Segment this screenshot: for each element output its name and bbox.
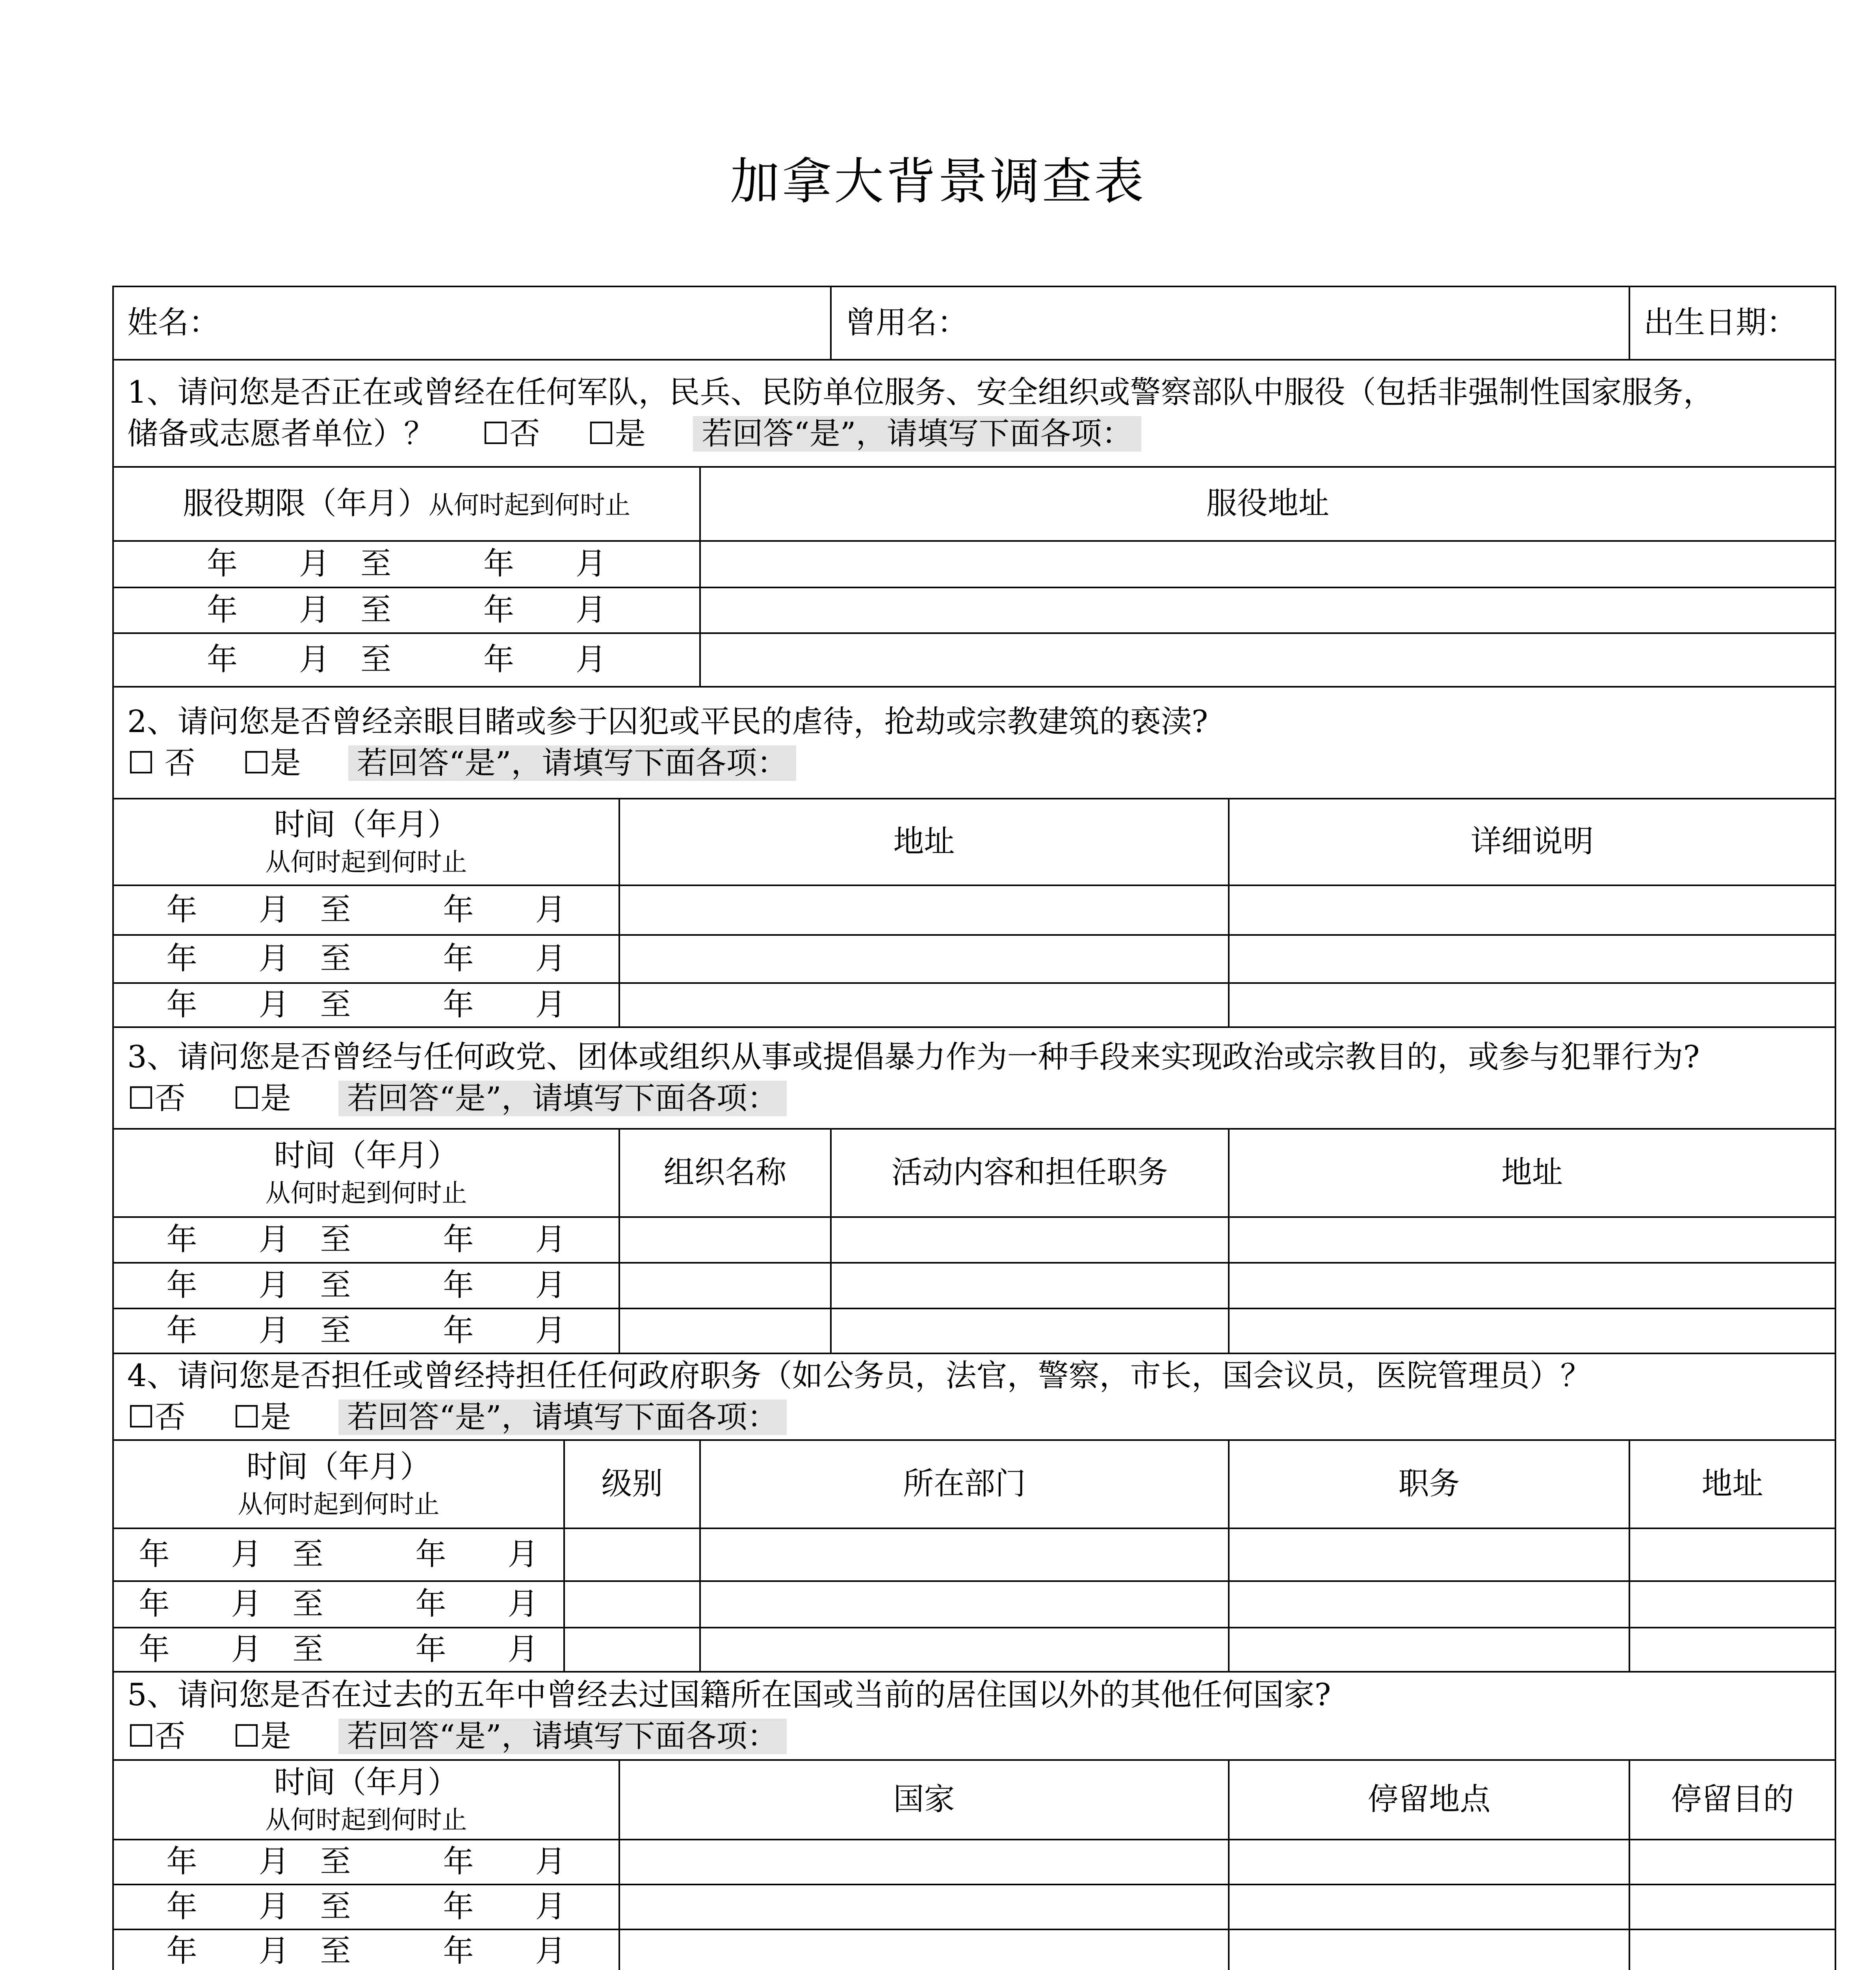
q4-address-cell[interactable]	[1629, 1628, 1835, 1672]
q2-detail-header: 详细说明	[1229, 799, 1835, 885]
q3-address-cell[interactable]	[1229, 1263, 1835, 1308]
q3-activity-cell[interactable]	[831, 1217, 1229, 1263]
q5-yes-checkbox[interactable]: ☐是	[232, 1719, 291, 1754]
q4-level-cell[interactable]	[564, 1528, 700, 1581]
q4-date-range[interactable]: 年 月 至 年 月	[113, 1581, 564, 1628]
q4-level-header: 级别	[564, 1440, 700, 1528]
q3-org-header: 组织名称	[619, 1129, 831, 1217]
q5-place-cell[interactable]	[1229, 1929, 1629, 1970]
q3-time-header: 时间（年月） 从何时起到何时止	[113, 1129, 619, 1217]
q5-country-header: 国家	[619, 1760, 1229, 1840]
q4-address-cell[interactable]	[1629, 1581, 1835, 1628]
q3-address-header: 地址	[1229, 1129, 1835, 1217]
q3-org-cell[interactable]	[619, 1263, 831, 1308]
q1-date-range[interactable]: 年 月 至 年 月	[113, 587, 700, 633]
q5-purpose-header: 停留目的	[1629, 1760, 1835, 1840]
name-field[interactable]: 姓名：	[113, 286, 831, 360]
q5-purpose-cell[interactable]	[1629, 1840, 1835, 1885]
q2-detail-cell[interactable]	[1229, 983, 1835, 1027]
q3-org-cell[interactable]	[619, 1308, 831, 1353]
q3-date-range[interactable]: 年 月 至 年 月	[113, 1217, 619, 1263]
q3-no-checkbox[interactable]: ☐否	[127, 1081, 186, 1116]
q2-detail-cell[interactable]	[1229, 935, 1835, 983]
q3-date-range[interactable]: 年 月 至 年 月	[113, 1263, 619, 1308]
q5-country-cell[interactable]	[619, 1929, 1229, 1970]
q4-level-cell[interactable]	[564, 1628, 700, 1672]
q5-place-cell[interactable]	[1229, 1885, 1629, 1929]
q4-level-cell[interactable]	[564, 1581, 700, 1628]
q5-date-range[interactable]: 年 月 至 年 月	[113, 1929, 619, 1970]
q2-no-checkbox[interactable]: ☐ 否	[127, 745, 195, 781]
q1-instruction: 若回答“是”，请填写下面各项：	[693, 416, 1141, 452]
q1-address-header: 服役地址	[700, 467, 1835, 541]
former-name-field[interactable]: 曾用名：	[831, 286, 1629, 360]
q2-time-header: 时间（年月） 从何时起到何时止	[113, 799, 619, 885]
form-title: 加拿大背景调查表	[730, 152, 1146, 210]
q1-address-cell[interactable]	[700, 587, 1835, 633]
question-4: 4、请问您是否担任或曾经持担任任何政府职务（如公务员，法官，警察，市长，国会议员，医院管理员）？ ☐否 ☐是 若回答“是”，请填写下面各项：	[113, 1353, 1835, 1440]
q2-instruction: 若回答“是”，请填写下面各项：	[348, 745, 797, 781]
q3-date-range[interactable]: 年 月 至 年 月	[113, 1308, 619, 1353]
q4-date-range[interactable]: 年 月 至 年 月	[113, 1528, 564, 1581]
q4-instruction: 若回答“是”，请填写下面各项：	[338, 1399, 787, 1435]
q2-date-range[interactable]: 年 月 至 年 月	[113, 885, 619, 935]
q1-date-range[interactable]: 年 月 至 年 月	[113, 633, 700, 687]
q3-address-cell[interactable]	[1229, 1308, 1835, 1353]
q5-purpose-cell[interactable]	[1629, 1929, 1835, 1970]
q5-date-range[interactable]: 年 月 至 年 月	[113, 1885, 619, 1929]
q3-activity-cell[interactable]	[831, 1263, 1229, 1308]
q5-country-cell[interactable]	[619, 1885, 1229, 1929]
q5-no-checkbox[interactable]: ☐否	[127, 1719, 186, 1754]
q2-address-cell[interactable]	[619, 983, 1229, 1027]
q3-yes-checkbox[interactable]: ☐是	[232, 1081, 291, 1116]
q4-address-header: 地址	[1629, 1440, 1835, 1528]
q2-date-range[interactable]: 年 月 至 年 月	[113, 983, 619, 1027]
question-3: 3、请问您是否曾经与任何政党、团体或组织从事或提倡暴力作为一种手段来实现政治或宗教目的，或参与犯罪行为? ☐否 ☐是 若回答“是”，请填写下面各项：	[113, 1027, 1835, 1129]
q5-place-header: 停留地点	[1229, 1760, 1629, 1840]
q4-position-header: 职务	[1229, 1440, 1629, 1528]
dob-field[interactable]: 出生日期：	[1629, 286, 1835, 360]
q1-date-range[interactable]: 年 月 至 年 月	[113, 541, 700, 587]
q4-dept-cell[interactable]	[700, 1628, 1229, 1672]
q2-detail-cell[interactable]	[1229, 885, 1835, 935]
q5-date-range[interactable]: 年 月 至 年 月	[113, 1840, 619, 1885]
q2-address-cell[interactable]	[619, 885, 1229, 935]
q4-dept-header: 所在部门	[700, 1440, 1229, 1528]
q4-dept-cell[interactable]	[700, 1581, 1229, 1628]
q2-yes-checkbox[interactable]: ☐是	[242, 745, 301, 781]
q4-dept-cell[interactable]	[700, 1528, 1229, 1581]
q3-address-cell[interactable]	[1229, 1217, 1835, 1263]
q4-no-checkbox[interactable]: ☐否	[127, 1399, 186, 1435]
q3-activity-header: 活动内容和担任职务	[831, 1129, 1229, 1217]
q5-time-header: 时间（年月） 从何时起到何时止	[113, 1760, 619, 1840]
q4-position-cell[interactable]	[1229, 1628, 1629, 1672]
q1-address-cell[interactable]	[700, 541, 1835, 587]
q4-time-header: 时间（年月） 从何时起到何时止	[113, 1440, 564, 1528]
q4-position-cell[interactable]	[1229, 1581, 1629, 1628]
q3-instruction: 若回答“是”，请填写下面各项：	[338, 1081, 787, 1116]
q5-purpose-cell[interactable]	[1629, 1885, 1835, 1929]
q2-address-header: 地址	[619, 799, 1229, 885]
q2-date-range[interactable]: 年 月 至 年 月	[113, 935, 619, 983]
q1-no-checkbox[interactable]: ☐否	[482, 416, 540, 452]
q3-activity-cell[interactable]	[831, 1308, 1229, 1353]
background-form-table	[112, 286, 1836, 1970]
q3-org-cell[interactable]	[619, 1217, 831, 1263]
q4-position-cell[interactable]	[1229, 1528, 1629, 1581]
q1-address-cell[interactable]	[700, 633, 1835, 687]
q1-period-header: 服役期限（年月）从何时起到何时止	[113, 467, 700, 541]
q4-address-cell[interactable]	[1629, 1528, 1835, 1581]
question-5: 5、请问您是否在过去的五年中曾经去过国籍所在国或当前的居住国以外的其他任何国家? ☐否 ☐是 若回答“是”，请填写下面各项：	[113, 1672, 1835, 1760]
q4-date-range[interactable]: 年 月 至 年 月	[113, 1628, 564, 1672]
q5-country-cell[interactable]	[619, 1840, 1229, 1885]
q1-yes-checkbox[interactable]: ☐是	[587, 416, 646, 452]
question-1: 1、请问您是否正在或曾经在任何军队，民兵、民防单位服务、安全组织或警察部队中服役（包括非强制性国家服务， 储备或志愿者单位）？ ☐否 ☐是 若回答“是”，请填写下面各项：	[113, 360, 1835, 467]
question-2: 2、请问您是否曾经亲眼目睹或参于囚犯或平民的虐待，抢劫或宗教建筑的亵渎? ☐ 否 ☐是 若回答“是”，请填写下面各项：	[113, 687, 1835, 799]
q4-yes-checkbox[interactable]: ☐是	[232, 1399, 291, 1435]
q2-address-cell[interactable]	[619, 935, 1229, 983]
q5-place-cell[interactable]	[1229, 1840, 1629, 1885]
q5-instruction: 若回答“是”，请填写下面各项：	[338, 1719, 787, 1754]
